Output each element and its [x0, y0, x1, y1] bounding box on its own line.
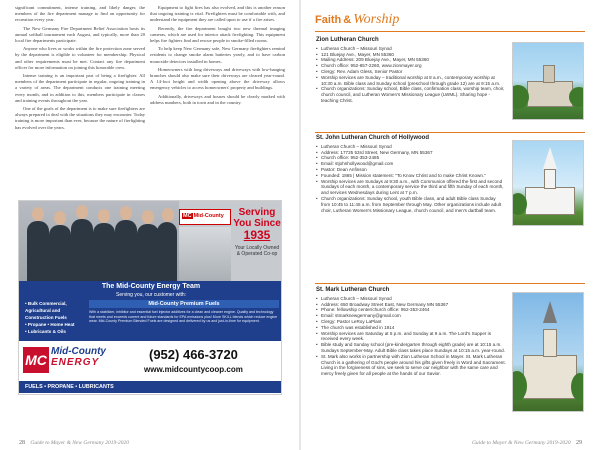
- premium-fuels-block: [89, 300, 279, 324]
- title-divider: [315, 31, 585, 32]
- person-figure: [49, 225, 71, 281]
- church-name: St. Mark Lutheran Church: [316, 287, 390, 293]
- premium-fuels-description: With a stabilizer, inhibitor and essential fuel injector additives for a clean and cleaner engine. Quality and technology that meets and exceeds current and future standards for EPA emissions plus! More SKILL blends which reduce engine wear. Mid-County Premium Blended Fuels are designed and delivered by us and just-in-time for equipment.: [89, 310, 278, 324]
- person-figure: [157, 222, 177, 281]
- detail-item: • 121 Bluejay Ave., Mayer, MN 55360: [316, 52, 506, 58]
- detail-item: • Bible study and Sunday school (pre-kindergarten through eighth grade) are at 10:15 a.m. Sundays September-May. Adult Bible class takes place Sundays at 10:15 a.m. year-round.: [316, 342, 506, 354]
- title-worship: Worship: [353, 12, 400, 27]
- detail-item: • Church office: 952-353-2485: [316, 155, 506, 161]
- page-number: 28: [19, 440, 25, 446]
- detail-item: • Pastor: Dean Anfinson: [316, 167, 506, 173]
- st-mark-church-photo: [512, 292, 584, 412]
- person-figure: [115, 220, 137, 281]
- detail-item: • Mailing Address: 209 Bluejay Ave., Mayer, MN 55360: [316, 57, 506, 63]
- detail-item: • Church organizations: Sunday school, youth Bible class, and adult Bible class Sunday from 10:45 to 11:45 a.m. from September through May. Other organizations include adult choir, Lutheran Women's Missionary League, church council, and men's dartball team.: [316, 196, 506, 213]
- detail-item: • Clergy: Rev. Adam Gless, Senior Pastor: [316, 69, 506, 75]
- premium-fuels-title: Mid-County Premium Fuels: [89, 300, 279, 308]
- tree: [571, 373, 584, 401]
- left-folio: [15, 440, 129, 446]
- detail-item: • Church office: 952-657-2260, www.zionmayer.org: [316, 63, 506, 69]
- church-building: [523, 355, 577, 399]
- service-item: Construction Fuels: [25, 315, 67, 320]
- church-steeple: [543, 301, 557, 323]
- detail-item: • Worship services are Sundays at 9:30 a.m., with Communion offered the first and second Sundays of each month, a contemporary service the third and fifth Sunday of each month, and services Wednesdays during Lent at 7 p.m.: [316, 179, 506, 196]
- ad-phone-number: (952) 466-3720: [149, 347, 238, 362]
- ad-blue-band: [19, 281, 282, 341]
- mc-logo-mark: MC: [23, 347, 49, 373]
- detail-item: • Lutheran Church – Missouri Synod: [316, 46, 506, 52]
- publication-title: Guide to Mayer & New Germany 2019-2020: [30, 440, 130, 446]
- church-entry: [316, 136, 506, 213]
- services-list: [25, 300, 85, 335]
- tree: [569, 87, 584, 107]
- serving-line-1: Serving: [238, 207, 276, 218]
- publication-title: Guide to Mayer & New Germany 2019-2020: [471, 440, 571, 446]
- church-building: [525, 187, 575, 215]
- detail-item: • Email: stjohnhollywood@gmail.com: [316, 161, 506, 167]
- detail-item: • Phone: fellowship center/church office: 952-353-2464: [316, 307, 506, 313]
- service-item: • Lubricants & Oils: [25, 329, 66, 334]
- entry-divider: [315, 132, 585, 133]
- service-item: • Propane • Home Heat: [25, 322, 75, 327]
- team-photo: [19, 201, 179, 281]
- person-figure: [137, 224, 159, 281]
- paragraph: Anyone who lives or works within the fire protection zone served by the department is eligible to volunteer for membership. Physical and other requirements must be met. Contact any fire department officer for more information on joining this honorable crew.: [15, 46, 145, 70]
- church-name: Zion Lutheran Church: [316, 37, 379, 43]
- detail-item: • Address: 17725 53rd Street, New Germany, MN 55367: [316, 150, 506, 156]
- truck-photo: [179, 227, 231, 281]
- logo-name: Mid-County: [51, 346, 106, 357]
- person-figure: [27, 221, 49, 281]
- detail-item: • St. Mark also works in partnership with Zion Lutheran School in Mayer. St. Mark Lutheran Church is a gathering of God's people around his gifts given freely in Word and Sacrament. Living in the forgiveness of sins, we seek to serve our neighbor with the same care and mercy freely given for all people at the hands of our Savior.: [316, 354, 506, 377]
- page-number: 29: [576, 440, 582, 446]
- logo-energy: ENERGY: [51, 357, 100, 368]
- person-figure: [93, 223, 115, 281]
- ad-team-heading: The Mid-County Energy Team: [101, 283, 201, 290]
- zion-church-photo: [512, 42, 584, 120]
- serving-year: 1935: [243, 228, 271, 242]
- church-details: [316, 296, 506, 377]
- service-item: Agricultural and: [25, 308, 61, 313]
- ad-website: www.midcountycoop.com: [144, 365, 243, 374]
- church-name: St. John Lutheran Church of Hollywood: [316, 135, 429, 141]
- locally-owned-text: Your Locally Owned & Operated Co-op: [234, 245, 280, 257]
- title-faith: Faith: [315, 14, 342, 26]
- detail-item: • Lutheran Church – Missouri Synod: [316, 296, 506, 302]
- title-ampersand: &: [343, 14, 352, 26]
- ad-contact-area: [19, 341, 282, 395]
- entry-divider: [315, 283, 585, 284]
- left-text-column-1: [15, 5, 145, 133]
- serving-since-block: [233, 207, 281, 257]
- paragraph: One of the goals of the department is to make sure firefighters are always prepared to deal with the situations they may encounter. Today training is more important than ever, because the nature of firefighting has evolved over the years.: [15, 106, 145, 130]
- detail-item: • Church organizations: Sunday school, Bible class, confirmation class, worship team, choir, church council, and Lutheran Women's Missionary League (LWML). Sharing hope - teaching Christ.: [316, 86, 506, 103]
- page-gutter: [299, 0, 301, 450]
- st-john-church-photo: [512, 140, 584, 226]
- paragraph: Additionally, driveways and houses should be clearly marked with address numbers, both in town and in the country.: [150, 93, 285, 105]
- person-figure: [71, 219, 93, 281]
- church-entry: [316, 38, 506, 104]
- paragraph: The New Germany Fire Department Relief Association hosts its annual softball tournament each August, and typically, more than 20 local fire departments participate.: [15, 25, 145, 44]
- detail-item: • The church was established in 1914: [316, 325, 506, 331]
- paragraph: Homeowners with long driveways and driveways with low-hanging branches should also make sure their driveways are cleared year-round. A 14-foot height and width opening above the driveway allows emergency vehicles to access homeowners' property and buildings.: [150, 66, 285, 91]
- church-tower: [543, 65, 555, 83]
- church-building: [527, 81, 573, 107]
- section-title: [315, 12, 399, 28]
- paragraph: Intense training is an important part of being a firefighter. All members of the department participate in regular, ongoing training in a variety of areas. The department conducts one training meeting every month, and in addition to this, members participate in classes and training events throughout the year.: [15, 73, 145, 103]
- detail-item: • Clergy: Pastor LeRoy LaPlant: [316, 319, 506, 325]
- detail-item: • Founded: 1865 | Mission statement: "To Know Christ and to make Christ Known.": [316, 173, 506, 179]
- church-tower: [544, 169, 556, 189]
- paragraph: significant commitment, intense training, and likely danger, the members of the fire department manage to find an opportunity for recreation every year.: [15, 5, 145, 23]
- ad-subheading: Serving you, our customer with:: [115, 292, 187, 298]
- detail-item: • Worship services are Saturday at 5 p.m. and Sunday at 9 a.m. The Lord's Supper is received every week.: [316, 331, 506, 343]
- paragraph: Recently, the fire department bought two new thermal imaging cameras, which are used for interior attack firefighting. This equipment helps fire fighters find and rescue people in smoke-filled rooms.: [150, 25, 285, 44]
- church-details: [316, 144, 506, 214]
- right-folio: [472, 440, 586, 446]
- serving-line-2: You Since: [233, 218, 281, 229]
- church-steeple: [543, 147, 557, 169]
- paragraph: Equipment to fight fires has also evolved, and this is another reason that ongoing training is vital. Firefighters must be comfortable with, and understand the equipment they are called upon to use if a fire arises.: [150, 5, 285, 23]
- fuels-banner: FUELS • PROPANE • LUBRICANTS: [19, 381, 282, 393]
- ad-header-area: [19, 201, 282, 281]
- mid-county-advertisement: [18, 200, 282, 395]
- left-text-column-2: [150, 5, 285, 108]
- paragraph: To help keep New Germany safe, New Germany firefighters remind residents to change smoke alarm batteries yearly, and to have carbon monoxide detectors installed in homes.: [150, 46, 285, 64]
- detail-item: • Email: stmarknewgermany@gmail.com: [316, 313, 506, 319]
- mid-county-small-logo: MC Mid-County: [179, 209, 231, 225]
- church-tower: [543, 329, 557, 357]
- church-details: [316, 46, 506, 104]
- mid-county-energy-logo: [23, 345, 133, 383]
- detail-item: • Lutheran Church – Missouri Synod: [316, 144, 506, 150]
- service-item: • Bulk Commercial,: [25, 301, 67, 306]
- church-entry: [316, 288, 506, 377]
- detail-item: • Address: 650 Broadway Street East, New Germany MN 55367: [316, 302, 506, 308]
- detail-item: • Worship services are Sunday – traditional worship at 8 a.m., contemporary worship at 10:30 a.m. Bible class and Sunday school (preschool through grade 12) are at 9:15 a.m.: [316, 75, 506, 87]
